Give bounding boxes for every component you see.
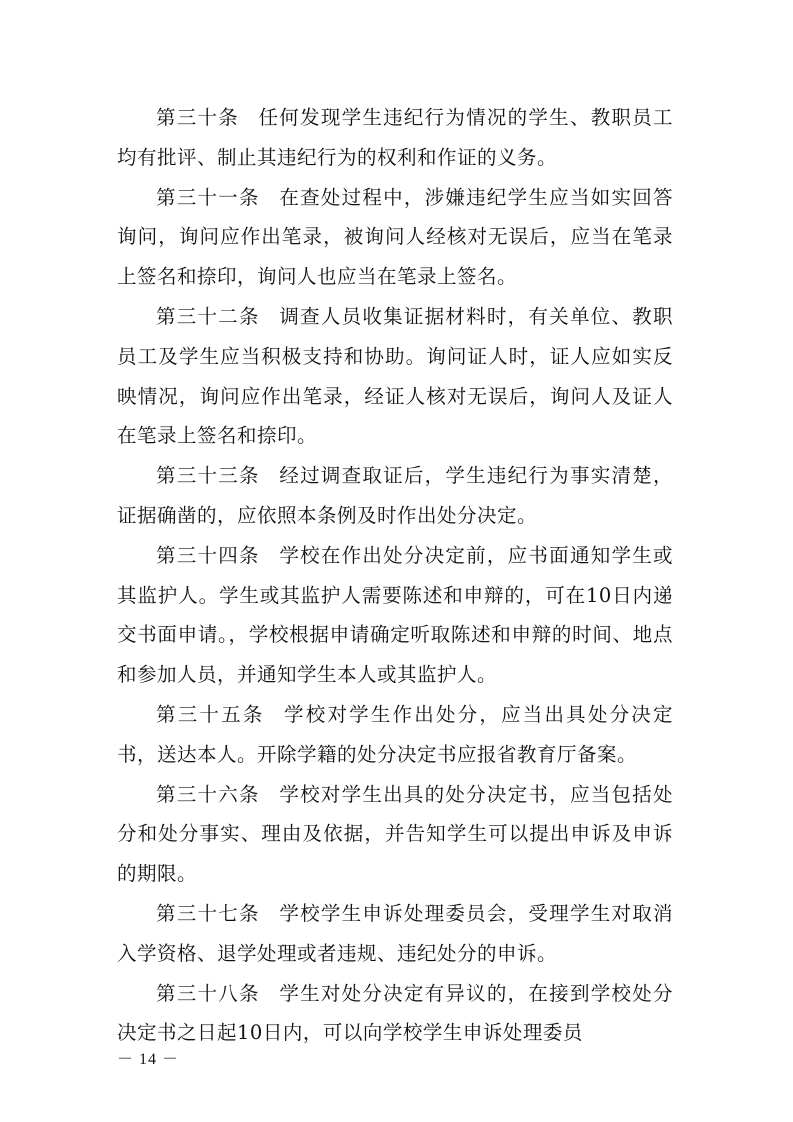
document-body — [117, 98, 673, 1053]
article-text: 学校在作出处分决定前，应书面通知学生或其监护人。学生或其监护人需要陈述和申辩的，可在10日内递交书面申请。，学校根据申请确定听取陈述和申辩的时间、地点和参加人员，并通知学生本人或其监护人。 — [117, 543, 673, 687]
article-number: 第三十条 — [156, 106, 240, 129]
article-paragraph — [117, 775, 673, 894]
article-paragraph — [117, 974, 673, 1054]
article-number: 第三十三条 — [156, 464, 260, 488]
article-number: 第三十四条 — [156, 543, 260, 567]
article-number: 第三十七条 — [156, 901, 260, 925]
article-text: 任何发现学生违纪行为情况的学生、教职员工均有批评、制止其违纪行为的权利和作证的义务。 — [117, 106, 673, 169]
article-paragraph — [117, 536, 673, 695]
article-paragraph — [117, 456, 673, 536]
article-paragraph — [117, 178, 673, 297]
article-number: 第三十八条 — [156, 981, 260, 1005]
article-text: 学校对学生出具的处分决定书，应当包括处分和处分事实、理由及依据，并告知学生可以提出申诉及申诉的期限。 — [117, 782, 673, 886]
article-text: 经过调查取证后，学生违纪行为事实清楚，证据确凿的，应依照本条例及时作出处分决定。 — [117, 464, 673, 527]
page-number: － 14 － — [117, 1051, 180, 1068]
article-number: 第三十五条 — [156, 702, 265, 726]
article-paragraph — [117, 98, 673, 178]
article-text: 调查人员收集证据材料时，有关单位、教职员工及学生应当积极支持和协助。询问证人时，证人应如实反映情况，询问应作出笔录，经证人核对无误后，询问人及证人在笔录上签名和捺印。 — [117, 304, 673, 448]
article-paragraph — [117, 297, 673, 456]
article-paragraph — [117, 894, 673, 974]
article-number: 第三十二条 — [156, 304, 260, 328]
article-text: 学生对处分决定有异议的，在接到学校处分决定书之日起10日内，可以向学校学生申诉处理委员 — [117, 981, 673, 1045]
article-number: 第三十一条 — [156, 185, 260, 209]
article-text: 在查处过程中，涉嫌违纪学生应当如实回答询问，询问应作出笔录，被询问人经核对无误后，应当在笔录上签名和捺印，询问人也应当在笔录上签名。 — [117, 185, 673, 289]
article-number: 第三十六条 — [156, 782, 260, 806]
article-paragraph — [117, 695, 673, 775]
article-text: 学校学生申诉处理委员会，受理学生对取消入学资格、退学处理或者违规、违纪处分的申诉。 — [117, 901, 673, 965]
article-text: 学校对学生作出处分，应当出具处分决定书，送达本人。开除学籍的处分决定书应报省教育厅备案。 — [117, 702, 673, 766]
